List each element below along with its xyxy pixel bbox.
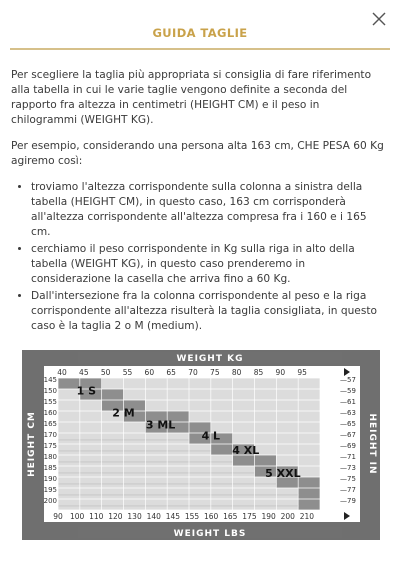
height-cm-tick: 185: [43, 464, 57, 472]
dialog-header: [10, 18, 390, 50]
weight-lbs-tick: 160: [204, 512, 219, 521]
weight-lbs-tick: 120: [108, 512, 123, 521]
left-axis-label: HEIGHT CM: [27, 411, 37, 477]
close-icon[interactable]: [370, 10, 388, 28]
weight-kg-tick: 40: [57, 368, 67, 377]
size-label: 3 ML: [145, 418, 176, 432]
height-cm-tick: 150: [43, 387, 57, 395]
size-label: 5 XXL: [265, 467, 301, 480]
step-item: • cerchiamo il peso corrispondente in Kg sulla riga in alto della tabella (WEIGHT KG), in questo caso prenderemo in considerazione la casella che arriva fino a 60 Kg.: [31, 242, 386, 287]
height-cm-tick: 175: [43, 442, 57, 450]
size-band-cell: [298, 488, 320, 499]
height-cm-tick: 160: [43, 409, 57, 417]
height-cm-tick: 200: [43, 497, 57, 505]
weight-lbs-tick: 90: [53, 512, 63, 521]
step-item: • troviamo l'altezza corrispondente sulla colonna a sinistra della tabella (HEIGHT CM), in questo caso, 163 cm corrisponderà all'altezza corrispondente all'altezza compresa fra i 160 e i 165 cm.: [31, 180, 386, 240]
height-in-tick: —61: [340, 398, 356, 406]
weight-kg-tick: 50: [100, 368, 111, 377]
weight-lbs-tick: 200: [280, 512, 295, 521]
grid-stripe: [58, 505, 298, 507]
dialog-title: GUIDA TAGLIE: [152, 26, 248, 40]
weight-kg-tick: 70: [188, 368, 198, 377]
height-in-tick: —73: [340, 464, 356, 472]
weight-lbs-tick: 100: [69, 512, 85, 521]
height-in-tick: —67: [340, 431, 356, 439]
right-axis-label: HEIGHT IN: [367, 413, 377, 475]
intro-paragraph: Per scegliere la taglia più appropriata si consiglia di fare riferimento alla tabella in cui le varie taglie vengono definite a seconda del rapporto fra altezza in centimetri (HEIGHT CM) e il peso in chilogrammi (WEIGHT KG).: [11, 69, 372, 126]
weight-kg-tick: 75: [210, 368, 220, 377]
example-paragraph: Per esempio, considerando una persona alta 163 cm, CHE PESA 60 Kg agiremo così:: [11, 140, 384, 167]
size-label: 2 M: [112, 406, 135, 420]
weight-kg-tick: 55: [122, 368, 133, 377]
height-in-tick: —69: [340, 442, 356, 450]
weight-kg-tick: 60: [144, 368, 155, 377]
height-in-tick: —71: [340, 453, 356, 461]
grid-stripe: [58, 450, 211, 452]
size-chart: [22, 350, 380, 540]
weight-kg-tick: 65: [166, 368, 176, 377]
height-in-tick: —63: [340, 409, 356, 417]
height-cm-tick: 165: [43, 420, 57, 428]
height-cm-tick: 155: [43, 398, 57, 406]
height-cm-tick: 170: [43, 431, 57, 439]
weight-lbs-tick: 175: [242, 512, 257, 521]
size-band-cell: [298, 499, 320, 510]
weight-lbs-tick: 155: [184, 512, 200, 521]
weight-lbs-tick: 145: [165, 512, 181, 521]
height-in-tick: —75: [340, 475, 356, 483]
height-cm-tick: 145: [43, 376, 57, 384]
size-label: 4 L: [201, 429, 221, 443]
steps-list: [11, 180, 386, 334]
step-item: • Dall'intersezione fra la colonna corrispondente al peso e la riga corrispondente all'altezza risulterà la taglia consigliata, in questo caso è la taglia 2 o M (medium).: [31, 289, 386, 334]
height-in-tick: —77: [340, 486, 356, 494]
height-in-tick: —65: [340, 420, 356, 428]
height-in-tick: —59: [340, 387, 356, 395]
size-label: 1 S: [76, 384, 97, 398]
height-cm-tick: 195: [43, 486, 57, 494]
weight-kg-tick: 95: [297, 368, 307, 377]
top-axis-label: WEIGHT KG: [176, 354, 244, 364]
size-guide-text: [11, 68, 386, 336]
height-cm-tick: 190: [43, 475, 57, 483]
size-label: 4 XL: [232, 443, 260, 457]
weight-lbs-tick: 110: [89, 512, 104, 521]
weight-lbs-tick: 140: [146, 512, 161, 521]
grid-stripe: [58, 494, 298, 496]
weight-kg-tick: 90: [275, 368, 286, 377]
weight-kg-tick: 45: [79, 368, 89, 377]
top-tick-strip: [44, 366, 360, 378]
bottom-axis-label: WEIGHT LBS: [173, 529, 247, 539]
height-in-tick: —79: [340, 497, 356, 505]
weight-lbs-tick: 210: [299, 512, 315, 521]
weight-lbs-tick: 165: [223, 512, 238, 521]
weight-kg-tick: 85: [253, 368, 264, 377]
grid-stripe: [58, 472, 255, 474]
weight-kg-tick: 80: [231, 368, 242, 377]
height-cm-tick: 180: [43, 453, 57, 461]
weight-lbs-tick: 130: [127, 512, 142, 521]
weight-lbs-tick: 190: [261, 512, 276, 521]
height-in-tick: —57: [340, 376, 356, 384]
